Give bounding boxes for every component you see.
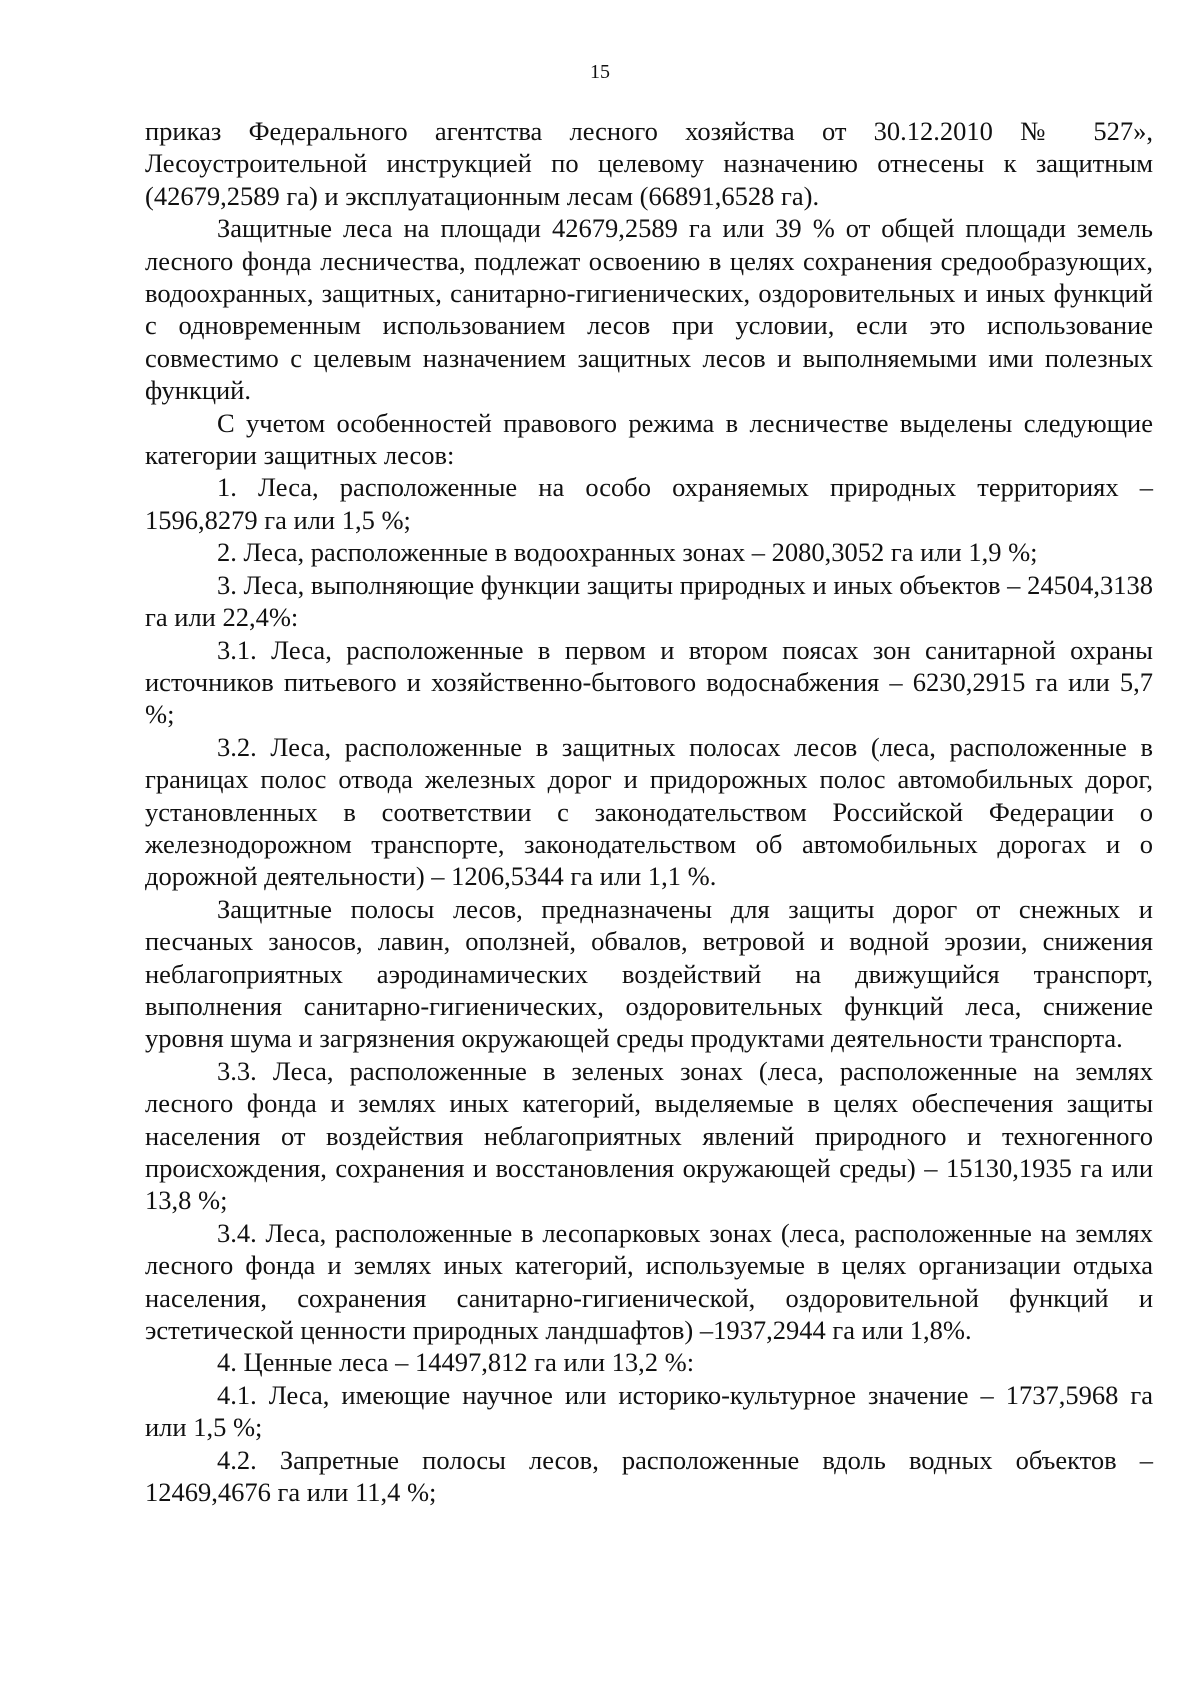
list-item-4-1: 4.1. Леса, имеющие научное или историко-культурное значение – 1737,5968 га или 1,5 %; <box>145 1379 1153 1443</box>
list-item-1: 1. Леса, расположенные на особо охраняемых природных территориях – 1596,8279 га или 1,5 %; <box>145 472 1153 535</box>
list-item-3-1: 3.1. Леса, расположенные в первом и втором поясах зон санитарной охраны источников питьевого и хозяйственно-бытового водоснабжения – 6230,2915 га или 5,7 %; <box>145 634 1153 730</box>
document-body <box>145 115 1153 1508</box>
list-item-4-2: 4.2. Запретные полосы лесов, расположенные вдоль водных объектов – 12469,4676 га или 11,4 %; <box>145 1444 1153 1508</box>
list-item-3-2: 3.2. Леса, расположенные в защитных полосах лесов (леса, расположенные в границах полос отвода железных дорог и придорожных полос автомобильных дорог, установленных в соответствии с законодательством Российской Федерации о железнодорожном транспорте, законодательством об автомобильных дорогах и о дорожной деятельности) – 1206,5344 га или 1,1 %. <box>145 731 1153 892</box>
paragraph-categories-intro: С учетом особенностей правового режима в лесничестве выделены следующие категории защитных лесов: <box>145 407 1153 471</box>
paragraph-order-reference: приказ Федерального агентства лесного хозяйства от 30.12.2010 № 527», Лесоустроительной инструкцией по целевому назначению отнесены к защитным (42679,2589 га) и эксплуатационным лесам (66891,6528 га). <box>145 116 1153 211</box>
list-item-2: 2. Леса, расположенные в водоохранных зонах – 2080,3052 га или 1,9 %; <box>217 537 1038 568</box>
list-item-3-3: 3.3. Леса, расположенные в зеленых зонах (леса, расположенные на землях лесного фонда и землях иных категорий, выделяемые в целях обеспечения защиты населения от воздействия неблагоприятных явлений природного и техногенного происхождения, сохранения и восстановления окружающей среды) – 15130,1935 га или 13,8 %; <box>145 1055 1153 1216</box>
list-item-3: 3. Леса, выполняющие функции защиты природных и иных объектов – 24504,3138 га или 22,4%: <box>145 569 1153 633</box>
list-item-3-4: 3.4. Леса, расположенные в лесопарковых зонах (леса, расположенные на землях лесного фонда и землях иных категорий, используемые в целях организации отдыха населения, сохранения санитарно-гигиенической, оздоровительной функций и эстетической ценности природных ландшафтов) –1937,2944 га или 1,8%. <box>145 1217 1153 1346</box>
page-number: 15 <box>590 61 610 83</box>
paragraph-protective-strips: Защитные полосы лесов, предназначены для защиты дорог от снежных и песчаных заносов, лавин, оползней, обвалов, ветровой и водной эрозии, снижения неблагоприятных аэродинамических воздействий на движущийся транспорт, выполнения санитарно-гигиенических, оздоровительных функций леса, снижение уровня шума и загрязнения окружающей среды продуктами деятельности транспорта. <box>145 893 1153 1054</box>
list-item-4: 4. Ценные леса – 14497,812 га или 13,2 %: <box>217 1347 695 1378</box>
paragraph-protective-forests: Защитные леса на площади 42679,2589 га или 39 % от общей площади земель лесного фонда лесничества, подлежат освоению в целях сохранения средообразующих, водоохранных, защитных, санитарно-гигиенических, оздоровительных и иных функций с одновременным использованием лесов при условии, если это использование совместимо с целевым назначением защитных лесов и выполняемыми ими полезных функций. <box>145 213 1153 406</box>
